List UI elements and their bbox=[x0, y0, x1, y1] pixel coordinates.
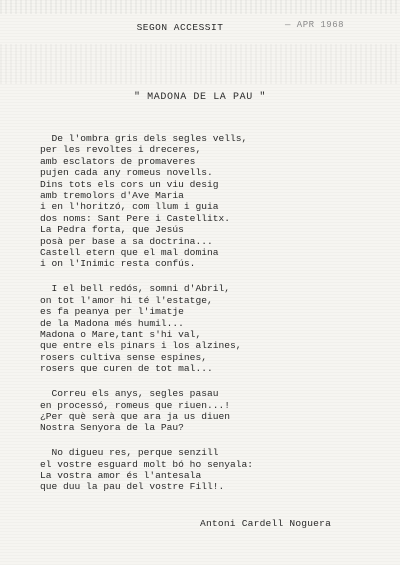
poem-line: que duu la pau del vostre Fill!. bbox=[40, 481, 225, 493]
date-stamp: — APR 1968 bbox=[285, 20, 345, 30]
poem-line: La vostra amor és l'antesala bbox=[40, 470, 202, 482]
poem-line: on tot l'amor hi té l'estatge, bbox=[40, 294, 213, 306]
poem-line: Dins tots els cors un viu desig bbox=[40, 178, 219, 190]
poem-line: que entre els pinars i los alzines, bbox=[40, 340, 242, 352]
poem-title: " MADONA DE LA PAU " bbox=[133, 92, 267, 103]
scan-noise-upper bbox=[0, 44, 400, 84]
poem-line: es fa peanya per l'imatje bbox=[40, 306, 184, 318]
poem-line: rosers cultiva sense espines, bbox=[40, 351, 207, 363]
poem-line: No digueu res, perque senzill bbox=[40, 447, 219, 459]
stanza-3 bbox=[40, 388, 380, 434]
poem-line: ¿Per què serà que ara ja us diuen bbox=[40, 410, 230, 422]
poem-line: De l'ombra gris dels segles vells, bbox=[40, 133, 248, 144]
poem-line: posà per base a sa doctrina... bbox=[40, 235, 213, 247]
scan-noise-top bbox=[0, 0, 400, 14]
poem-line: Nostra Senyora de la Pau? bbox=[40, 422, 184, 434]
poem-line: en processó, romeus que riuen...! bbox=[40, 399, 230, 411]
poem-line: Madona o Mare,tant s'hi val, bbox=[40, 329, 202, 340]
poem-line: i en l'horitzó, com llum i guia bbox=[40, 201, 219, 213]
poem-line: el vostre esguard molt bó ho senyala: bbox=[40, 458, 254, 470]
poem-line: Castell etern que el mal domina bbox=[40, 247, 219, 259]
poem-line: i on l'Inimic resta confús. bbox=[40, 258, 196, 270]
poem-line: rosers que curen de tot mal... bbox=[40, 363, 213, 375]
award-label: SEGON ACCESSIT bbox=[136, 22, 224, 33]
poem-line: I el bell redós, somni d'Abril, bbox=[40, 283, 230, 295]
stanza-2 bbox=[40, 283, 380, 374]
author-signature: Antoni Cardell Noguera bbox=[200, 518, 332, 529]
poem-line: dos noms: Sant Pere i Castellitx. bbox=[40, 212, 230, 224]
poem-line: amb tremolors d'Ave Maria bbox=[40, 190, 184, 202]
poem-body bbox=[40, 133, 380, 506]
poem-line: amb esclators de promaveres bbox=[40, 155, 196, 167]
poem-line: Correu els anys, segles pasau bbox=[40, 388, 219, 400]
poem-line: de la Madona més humil... bbox=[40, 317, 184, 329]
stanza-4 bbox=[40, 447, 380, 493]
stanza-1 bbox=[40, 133, 380, 270]
poem-line: per les revoltes i dreceres, bbox=[40, 144, 202, 156]
poem-line: pujen cada any romeus novells. bbox=[40, 167, 213, 179]
poem-line: La Pedra forta, que Jesús bbox=[40, 224, 184, 236]
